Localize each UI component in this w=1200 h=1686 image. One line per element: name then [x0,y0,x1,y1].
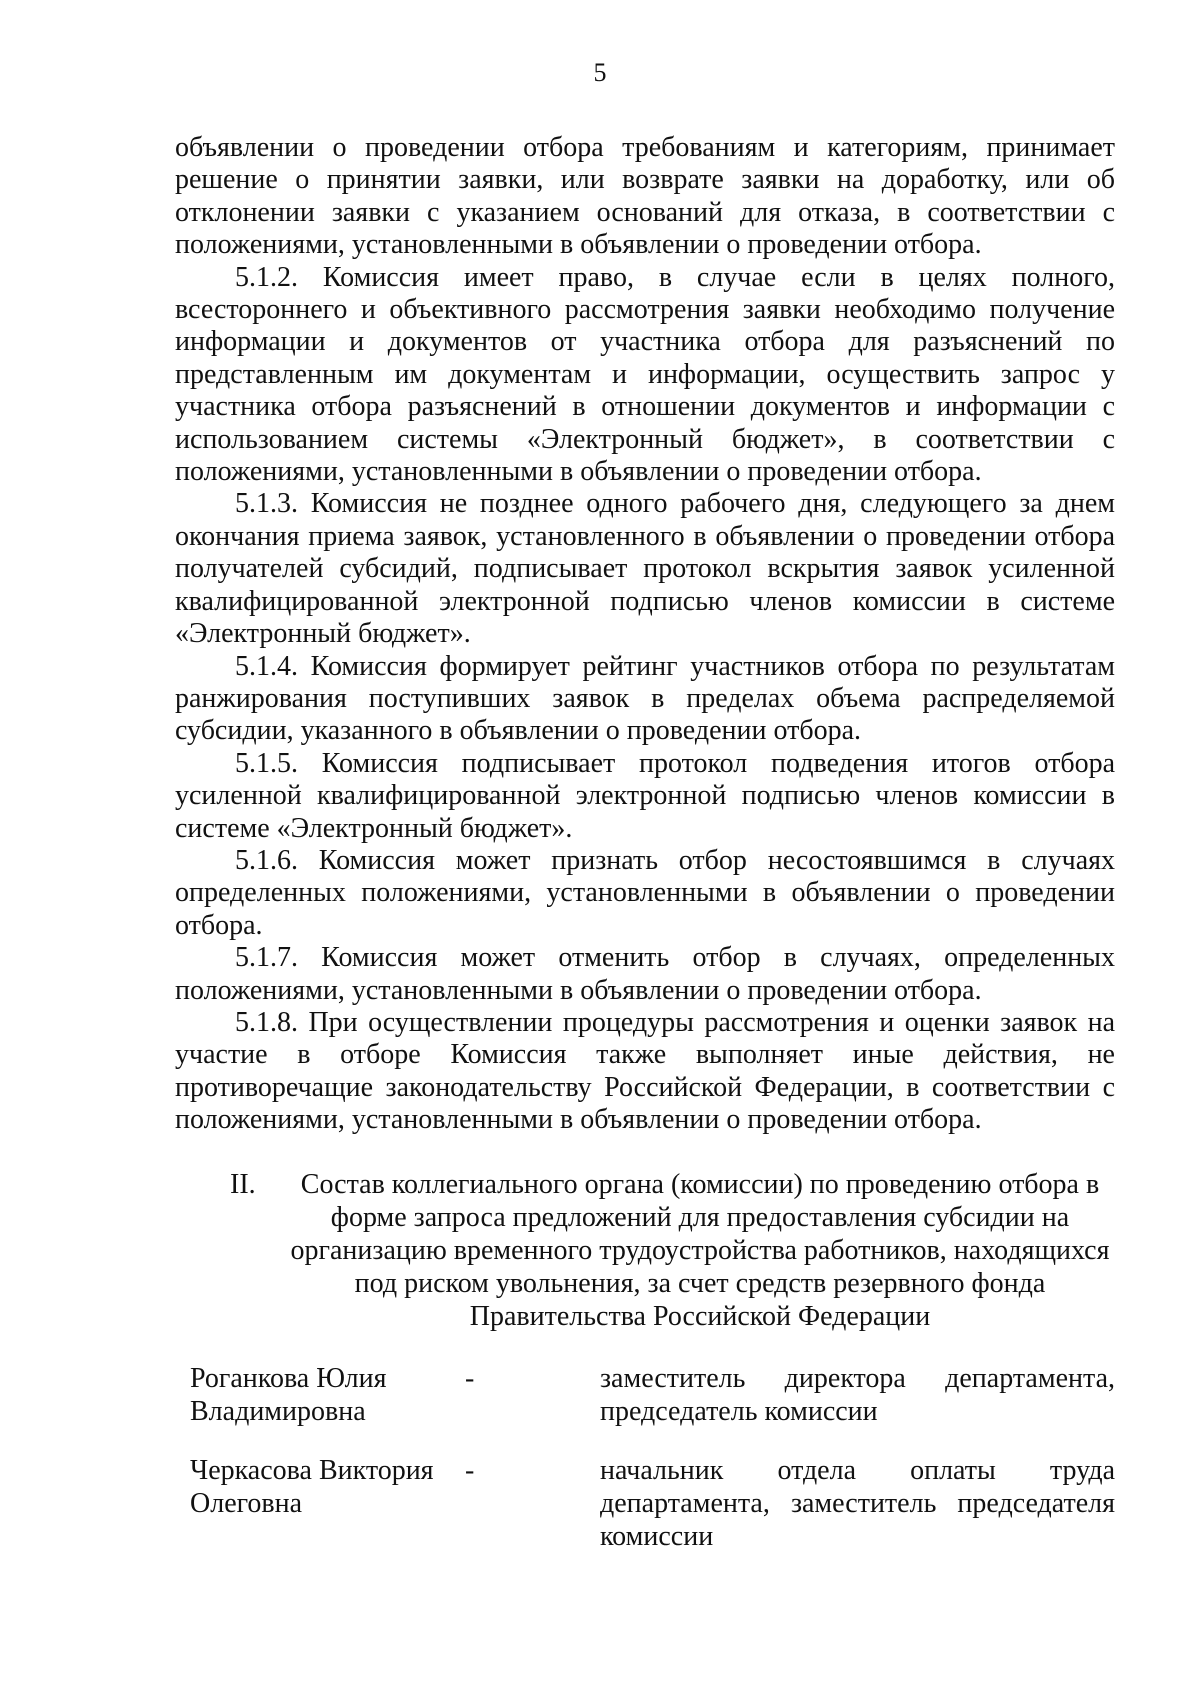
member-role-line1: заместитель директора департамента, [600,1363,1115,1394]
member-row [190,1454,1115,1552]
section-title: Состав коллегиального органа (комиссии) по проведению отбора в форме запроса предложений для предоставления субсидии на организацию временного трудоустройства работников, находящихся под риском увольнения, за счет средств резервного фонда Правительства Российской Федерации [290,1169,1110,1332]
paragraph-5-1-2: 5.1.2. Комиссия имеет право, в случае если в целях полного, всестороннего и объективного рассмотрения заявки необходимо получение информации и документов от участника отбора для разъяснений по представленным им документам и информации, осуществить запрос у участника отбора разъяснений в отношении документов и информации с использованием системы «Электронный бюджет», в соответствии с положениями, установленными в объявлении о проведении отбора. [175,261,1115,488]
member-role [600,1362,1115,1428]
paragraph-5-1-3: 5.1.3. Комиссия не позднее одного рабочего дня, следующего за днем окончания приема заявок, установленного в объявлении о проведении отбора получателей субсидий, подписывает протокол вскрытия заявок усиленной квалифицированной электронной подписью членов комиссии в системе «Электронный бюджет». [175,488,1115,650]
member-name [190,1362,450,1428]
member-name-first: Черкасова Виктория [190,1455,434,1486]
paragraph: объявлении о проведении отбора требованиям и категориям, принимает решение о принятии заявки, или возврате заявки на доработку, или об отклонении заявки с указанием оснований для отказа, в соответствии с положениями, установленными в объявлении о проведении отбора. [175,132,1115,261]
member-dash: - [465,1455,475,1486]
paragraph-5-1-4: 5.1.4. Комиссия формирует рейтинг участников отбора по результатам ранжирования поступивших заявок в пределах объема распределяемой субсидии, указанного в объявлении о проведении отбора. [175,650,1115,747]
member-name [190,1454,450,1520]
paragraph-5-1-5: 5.1.5. Комиссия подписывает протокол подведения итогов отбора усиленной квалифицированной электронной подписью членов комиссии в системе «Электронный бюджет». [175,747,1115,844]
paragraph-5-1-6: 5.1.6. Комиссия может признать отбор несостоявшимся в случаях определенных положениями, установленными в объявлении о проведении отбора. [175,844,1115,941]
member-name-patronymic: Олеговна [190,1488,303,1519]
section-heading [230,1168,1115,1333]
member-name-patronymic: Владимировна [190,1396,366,1427]
member-name-first: Роганкова Юлия [190,1363,387,1394]
document-body [175,132,1115,1137]
member-role-line1: начальник отдела оплаты труда [600,1455,1115,1486]
section-number: II. [230,1169,256,1200]
member-dash: - [465,1363,475,1394]
member-row [190,1362,1115,1428]
member-role [600,1454,1115,1553]
commission-members-list [190,1362,1115,1552]
member-role-rest: председатель комиссии [600,1396,878,1427]
paragraph-5-1-7: 5.1.7. Комиссия может отменить отбор в случаях, определенных положениями, установленными в объявлении о проведении отбора. [175,942,1115,1006]
paragraph-5-1-8: 5.1.8. При осуществлении процедуры рассмотрения и оценки заявок на участие в отборе Комиссия также выполняет иные действия, не противоречащие законодательству Российской Федерации, в соответствии с положениями, установленными в объявлении о проведении отбора. [175,1006,1115,1136]
page-number: 5 [593,58,607,87]
member-role-rest: департамента, заместитель председателя комиссии [600,1488,1115,1552]
